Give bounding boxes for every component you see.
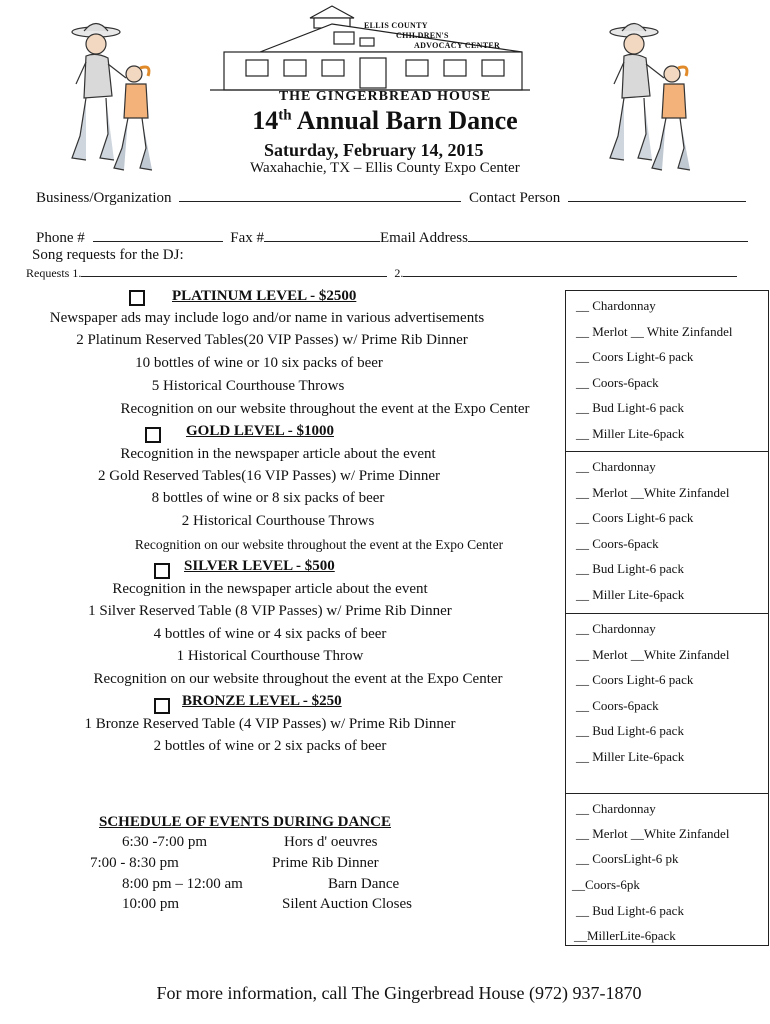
- gold-benefit: Recognition in the newspaper article about the event: [120, 446, 436, 462]
- bronze-benefit: 1 Bronze Reserved Table (4 VIP Passes) w/ Prime Rib Dinner: [84, 716, 456, 732]
- platinum-beverage-choices: [565, 290, 769, 452]
- footer-contact-info: For more information, call The Gingerbread House (972) 937-1870: [156, 983, 642, 1003]
- business-field[interactable]: [179, 187, 461, 202]
- schedule-title: SCHEDULE OF EVENTS DURING DANCE: [99, 814, 391, 830]
- choice-option[interactable]: __ Bud Light-6 pack: [576, 561, 684, 576]
- silver-level-title: SILVER LEVEL - $500: [184, 558, 335, 574]
- schedule-event: Hors d' oeuvres: [284, 834, 378, 850]
- email-field[interactable]: [468, 227, 748, 242]
- event-title-text: Annual Barn Dance: [296, 106, 518, 135]
- gold-benefit: Recognition on our website throughout the event at the Expo Center: [134, 537, 504, 552]
- song-requests-label: Song requests for the DJ:: [32, 247, 184, 263]
- silver-benefit: Recognition on our website throughout the event at the Expo Center: [93, 671, 503, 687]
- fax-label: Fax #: [230, 230, 264, 246]
- request-1-field[interactable]: [81, 265, 387, 277]
- business-label: Business/Organization: [36, 190, 172, 206]
- phone-row: [36, 227, 748, 247]
- choice-option[interactable]: __ Bud Light-6 pack: [576, 903, 684, 918]
- choice-option[interactable]: __ Coors Light-6 pack: [576, 349, 694, 364]
- gold-checkbox[interactable]: [145, 427, 161, 443]
- silver-beverage-choices: [565, 614, 769, 794]
- platinum-benefit: 10 bottles of wine or 10 six packs of beer: [135, 355, 383, 371]
- schedule-event: Silent Auction Closes: [282, 896, 413, 912]
- bronze-benefit: 2 bottles of wine or 2 six packs of beer: [153, 738, 387, 754]
- gold-level-title: GOLD LEVEL - $1000: [186, 423, 334, 439]
- silver-checkbox[interactable]: [154, 563, 170, 579]
- business-row: [36, 187, 746, 207]
- choice-option[interactable]: __ Bud Light-6 pack: [576, 400, 684, 415]
- gold-beverage-choices: [565, 452, 769, 614]
- platinum-level-title: PLATINUM LEVEL - $2500: [172, 288, 357, 304]
- event-number: 14: [252, 106, 279, 135]
- choice-option[interactable]: __ Chardonnay: [576, 621, 656, 636]
- silver-benefit: 1 Silver Reserved Table (8 VIP Passes) w/ Prime Rib Dinner: [88, 603, 452, 619]
- gold-benefit: 2 Gold Reserved Tables(16 VIP Passes) w/ Prime Dinner: [98, 468, 440, 484]
- silver-benefit: Recognition in the newspaper article about the event: [112, 581, 428, 597]
- choice-option[interactable]: __ Merlot __ White Zinfandel: [576, 324, 733, 339]
- choice-option[interactable]: __ Coors-6pack: [576, 698, 659, 713]
- schedule-time: 7:00 - 8:30 pm: [90, 855, 179, 871]
- request-2-field[interactable]: [403, 265, 737, 277]
- choice-option[interactable]: __ Bud Light-6 pack: [576, 723, 684, 738]
- phone-label: Phone #: [36, 230, 85, 246]
- bronze-level-title: BRONZE LEVEL - $250: [182, 693, 342, 709]
- platinum-benefit: 5 Historical Courthouse Throws: [151, 378, 345, 394]
- event-title: [0, 106, 770, 136]
- choice-option[interactable]: __Coors-6pk: [572, 877, 640, 892]
- requests-row: [26, 265, 737, 281]
- choice-option[interactable]: __ Coors-6pack: [576, 375, 659, 390]
- contact-label: Contact Person: [469, 190, 561, 206]
- schedule-time: 10:00 pm: [122, 896, 180, 912]
- schedule-event: Prime Rib Dinner: [272, 855, 379, 871]
- choice-option[interactable]: __ Merlot __White Zinfandel: [576, 826, 730, 841]
- silver-benefit: 4 bottles of wine or 4 six packs of beer: [153, 626, 387, 642]
- event-number-suffix: th: [278, 107, 292, 124]
- logo-org-line-1: ELLIS COUNTY: [364, 21, 428, 30]
- platinum-checkbox[interactable]: [129, 290, 145, 306]
- house-name: THE GINGERBREAD HOUSE: [278, 89, 492, 104]
- choice-option[interactable]: __ Chardonnay: [576, 298, 656, 313]
- platinum-benefit: 2 Platinum Reserved Tables(20 VIP Passes) w/ Prime Rib Dinner: [76, 332, 468, 348]
- gold-benefit: 8 bottles of wine or 8 six packs of beer: [151, 490, 385, 506]
- gold-benefit: 2 Historical Courthouse Throws: [181, 513, 375, 529]
- choice-option[interactable]: __ Coors Light-6 pack: [576, 672, 694, 687]
- silver-benefit: 1 Historical Courthouse Throw: [176, 648, 364, 664]
- choice-option[interactable]: __ Chardonnay: [576, 801, 656, 816]
- phone-field[interactable]: [93, 227, 223, 242]
- choice-option[interactable]: __ Coors Light-6 pack: [576, 510, 694, 525]
- platinum-benefit: Recognition on our website throughout the event at the Expo Center: [120, 401, 530, 417]
- choice-option[interactable]: __ Merlot __White Zinfandel: [576, 647, 730, 662]
- logo-org-line-3: ADVOCACY CENTER: [414, 41, 501, 50]
- logo-org-line-2: CHILDREN'S: [396, 31, 449, 40]
- bronze-beverage-choices: [565, 794, 769, 946]
- requests-1-label: Requests 1.: [26, 266, 82, 280]
- logo-org-name: [364, 21, 500, 51]
- event-date: Saturday, February 14, 2015: [264, 140, 484, 160]
- bronze-checkbox[interactable]: [154, 698, 170, 714]
- choice-option[interactable]: __ Coors-6pack: [576, 536, 659, 551]
- choice-option[interactable]: __ Chardonnay: [576, 459, 656, 474]
- choice-option[interactable]: __ Miller Lite-6pack: [576, 587, 685, 602]
- choice-option[interactable]: __MillerLite-6pack: [574, 928, 676, 943]
- schedule-time: 8:00 pm – 12:00 am: [122, 876, 243, 892]
- event-location: Waxahachie, TX – Ellis County Expo Center: [250, 160, 520, 176]
- fax-field[interactable]: [264, 227, 380, 242]
- choice-option[interactable]: __ Miller Lite-6pack: [576, 426, 685, 441]
- email-label: Email Address: [380, 230, 468, 246]
- requests-2-label: 2.: [394, 266, 404, 280]
- schedule-event: Barn Dance: [328, 876, 400, 892]
- choice-option[interactable]: __ Merlot __White Zinfandel: [576, 485, 730, 500]
- platinum-benefit: Newspaper ads may include logo and/or name in various advertisements: [49, 310, 485, 326]
- choice-option[interactable]: __ Miller Lite-6pack: [576, 749, 685, 764]
- contact-field[interactable]: [568, 187, 746, 202]
- choice-option[interactable]: __ CoorsLight-6 pk: [576, 851, 679, 866]
- schedule-time: 6:30 -7:00 pm: [122, 834, 207, 850]
